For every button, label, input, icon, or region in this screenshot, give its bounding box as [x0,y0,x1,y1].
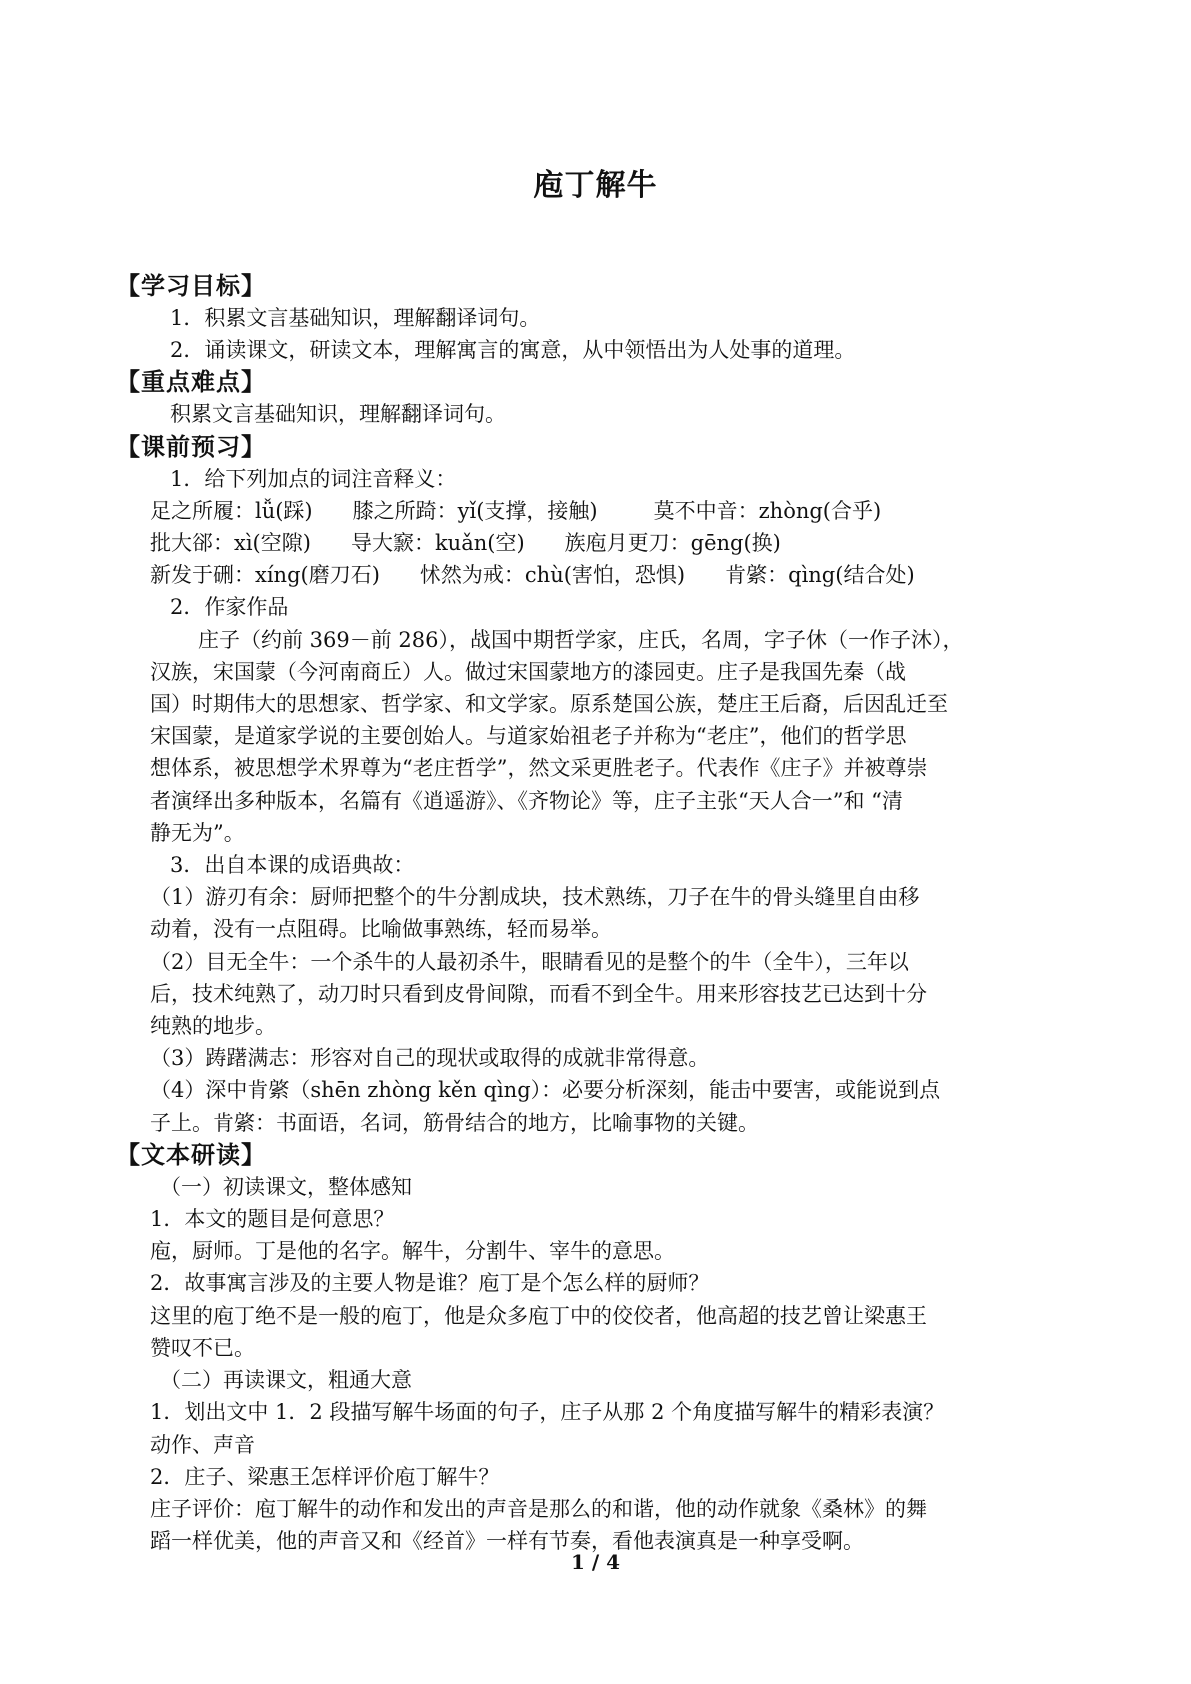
author-line: 宋国蒙，是道家学说的主要创始人。与道家始祖老子并称为“老庄”，他们的哲学思 [150,724,907,749]
reading-line: 1．本文的题目是何意思？ [150,1207,395,1232]
idiom-line: （1）游刃有余：厨师把整个的牛分割成块，技术熟练，刀子在牛的骨头缝里自由移 [150,885,920,910]
idiom-line: 后，技术纯熟了，动刀时只看到皮骨间隙，而看不到全牛。用来形容技艺已达到十分 [150,981,927,1006]
reading-line: 庄子评价：庖丁解牛的动作和发出的声音是那么的和谐，他的动作就象《桑林》的舞 [150,1496,927,1521]
preview-question-2: 2．作家作品 [170,595,289,620]
reading-line: 蹈一样优美，他的声音又和《经首》一样有节奏，看他表演真是一种享受啊。 [150,1529,864,1554]
word-item: 导大窾：kuǎn(空) [350,531,525,556]
section-heading-reading: 【文本研读】 [116,1140,266,1169]
idiom-line: 动着，没有一点阻碍。比喻做事熟练，轻而易举。 [150,917,612,942]
author-line: 国）时期伟大的思想家、哲学家、和文学家。原系楚国公族，楚庄王后裔，后因乱迁至 [150,692,948,717]
idiom-line: 纯熟的地步。 [150,1014,276,1039]
word-row [150,559,1050,591]
word-item: 膝之所踦：yǐ(支撑，接触) [352,498,598,523]
idiom-line: （3）踌躇满志：形容对自己的现状或取得的成就非常得意。 [150,1046,710,1071]
word-item: 莫不中音：zhòng(合乎) [653,498,882,523]
idiom-line: （4）深中肯綮（shēn zhòng kěn qìng）：必要分析深刻，能击中要害，或能说到点 [150,1078,941,1103]
idiom-line: （2）目无全牛：一个杀牛的人最初杀牛，眼睛看见的是整个的牛（全牛），三年以 [150,949,909,974]
page-title: 庖丁解牛 [533,168,658,203]
reading-line: 动作、声音 [150,1432,255,1457]
section-heading-goals: 【学习目标】 [116,272,266,300]
reading-line: 2．庄子、梁惠王怎样评价庖丁解牛？ [150,1464,500,1489]
author-line: 想体系，被思想学术界尊为“老庄哲学”，然文采更胜老子。代表作《庄子》并被尊崇 [150,756,928,781]
word-item: 肯綮：qìng(结合处) [725,563,915,588]
reading-line: 赞叹不已。 [150,1335,255,1360]
word-item: 批大郤：xì(空隙) [150,531,311,556]
reading-part-2: （二）再读课文，粗通大意 [160,1368,412,1393]
section-heading-key: 【重点难点】 [116,368,266,397]
reading-line: 1．划出文中 1．2 段描写解牛场面的句子，庄子从那 2 个角度描写解牛的精彩表演？ [150,1400,945,1425]
idiom-line: 子上。肯綮：书面语，名词，筋骨结合的地方，比喻事物的关键。 [150,1110,759,1135]
word-item: 怵然为戒：chù(害怕，恐惧) [419,563,686,588]
reading-line: 这里的庖丁绝不是一般的庖丁，他是众多庖丁中的佼佼者，他高超的技艺曾让梁惠王 [150,1303,927,1328]
reading-part-1: （一）初读课文，整体感知 [160,1174,412,1199]
document-body [116,270,1050,1557]
word-item: 新发于硎：xíng(磨刀石) [150,563,380,588]
reading-line: 庖，厨师。丁是他的名字。解牛，分割牛、宰牛的意思。 [150,1239,675,1264]
word-row [150,527,1050,559]
section-heading-preview: 【课前预习】 [116,432,266,461]
reading-line: 2．故事寓言涉及的主要人物是谁？庖丁是个怎么样的厨师？ [150,1271,710,1296]
preview-question-1: 1．给下列加点的词注音释义： [170,466,457,491]
author-line: 者演绎出多种版本，名篇有《逍遥游》、《齐物论》等，庄子主张“天人合一”和 “清 [150,788,903,813]
author-line: 静无为”。 [150,820,245,845]
word-item: 足之所履：lǚ(踩) [150,498,313,523]
goal-line: 1．积累文言基础知识，理解翻译词句。 [170,306,541,330]
preview-question-3: 3．出自本课的成语典故： [170,853,415,878]
author-line: 汉族，宋国蒙（今河南商丘）人。做过宋国蒙地方的漆园吏。庄子是我国先秦（战 [150,659,906,684]
key-line: 积累文言基础知识，理解翻译词句。 [170,402,506,427]
goal-line: 2．诵读课文，研读文本，理解寓言的寓意，从中领悟出为人处事的道理。 [170,338,856,363]
author-line: 庄子（约前 369－前 286），战国中期哲学家，庄氏，名周，字子休（一作子沐）， [198,627,964,652]
page-number: 1 / 4 [570,1550,621,1574]
word-item: 族庖月更刀：gēng(换) [564,531,781,556]
word-row [150,495,1050,527]
